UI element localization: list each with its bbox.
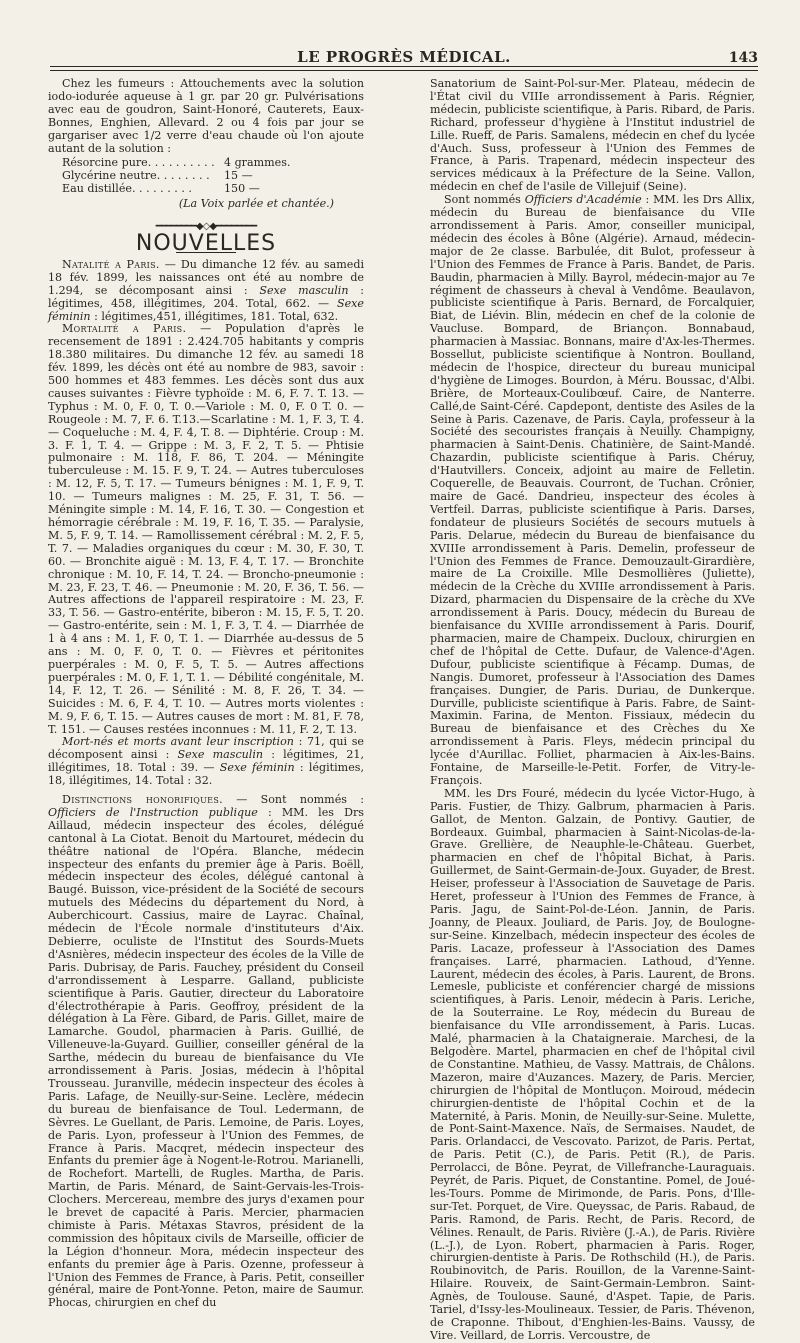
- text-run: : légitimes, 18, illégitimes, 14. Total : 32.: [48, 761, 364, 788]
- recipe-ingredient: Eau distillée. . . . . . . . .: [62, 182, 192, 196]
- distinctions-label: Distinctions honorifiques.: [62, 793, 223, 807]
- intro-paragraph: Chez les fumeurs : Attouchements avec la solution iodo-iodurée aqueuse à 1 gr. par 20 gr. Pulvérisations avec eau de goudron, Saint-Honoré, Cauterets, Eaux-Bonnes, Enghien, Allevard. 2 ou 4 fois par jour se gargariser avec 1/2 verre d'eau chaude où l'on ajoute autant de la solution :: [48, 77, 364, 155]
- text-run: Sont nommés: [444, 193, 525, 207]
- right-column: [430, 78, 755, 1343]
- text-run: : légitimes,451, illégitimes, 181. Total, 632.: [90, 309, 339, 323]
- text-run-italic: Mort-nés et morts avant leur inscription: [62, 735, 294, 749]
- text-run-italic: Sexe masculin: [177, 748, 264, 762]
- mortnes-paragraph: [48, 736, 364, 788]
- header-rule-thin: [50, 70, 758, 71]
- natalite-label: Natalité a Paris.: [62, 257, 160, 271]
- section-heading: NOUVELLES: [135, 230, 277, 256]
- source-citation: (La Voix parlée et chantée.): [178, 197, 334, 211]
- recipe-quantity: 150 —: [224, 182, 260, 196]
- text-run: — Population d'après le recensement de 1891 : 2.424.705 habitants y compris 18.380 militaires. Du dimanche 12 fév. au samedi 18 fév. 1899, les décès ont été au nombre de 983, savoir : 500 hommes et 483 femmes. Les décès sont dus aux causes suivantes : Fièvre typhoïde : M. 6, F. 7. T. 13. — Typhus : M. 0, F. 0, T. 0.—Variole : M. 0, F. 0 T. 0. —Rougeole : M. 7, F. 6. T.13.—Scarlatine : M. 1, F. 3, T. 4. — Coqueluche : M. 4, F. 4, T. 8. — Diphtérie. Croup : M. 3. F. 1, T. 4. — Grippe : M. 3, F. 2, T. 5. — Phtisie pulmonaire : M. 118, F. 86, T. 204. — Méningite tuberculeuse : M. 15. F. 9, T. 24. — Autres tuberculoses : M. 12, F. 5, T. 17. — Tumeurs bénignes : M. 1, F. 9, T. 10. — Tumeurs malignes : M. 25, F. 31, T. 56. —Méningite simple : M. 14, F. 16, T. 30. — Congestion et hémorragie cérébrale : M. 19, F. 16, T. 35. — Paralysie, M. 5, F. 9, T. 14. — Ramollissement cérébral : M. 2, F. 5, T. 7. — Maladies organiques du cœur : M. 30, F. 30, T. 60. — Bronchite aiguë : M. 13, F. 4, T. 17. — Bronchite chronique : M. 10, F. 14, T. 24. — Broncho-pneumonie : M. 23, F. 23, T. 46. — Pneumonie : M. 20, F. 36, T. 56. — Autres affections de l'appareil respiratoire : M. 23, F. 33, T. 56. — Gastro-entérite, biberon : M. 15, F. 5, T. 20. — Gastro-entérite, sein : M. 1, F. 3, T. 4. — Diarrhée de 1 à 4 ans : M. 1, F. 0, T. 1. — Diarrhée au-dessus de 5 ans : M. 0, F. 0, T. 0. — Fièvres et péritonites puerpérales : M. 0, F. 5, T. 5. — Autres affections puerpérales : M. 0, F. 1, T. 1. — Débilité congénitale, M. 14, F. 12, T. 26. — Sénilité : M. 8, F. 26, T. 34. — Suicides : M. 6, F. 4, T. 10. — Autres morts violentes : M. 9, F. 6, T. 15. — Autres causes de mort : M. 81, F. 78, T. 151. — Causes restées inconnues : M. 11, F. 2, T. 13.: [48, 322, 364, 736]
- text-run: : 71, qui se décomposent ainsi :: [48, 735, 364, 762]
- recipe: [62, 157, 364, 196]
- text-run-italic: Officiers d'Académie: [524, 193, 642, 207]
- text-run: : légitimes, 458, illégitimes, 204. Total, 662. —: [48, 283, 365, 310]
- distinctions-paragraph: [48, 794, 364, 1310]
- ornament-divider: ━━━━━━━━◆◇◆━━━━━━━━: [155, 221, 257, 233]
- text-run: : légitimes, 21, illégitimes, 18. Total : 39. —: [48, 748, 364, 775]
- officiers-academie-paragraph: [430, 194, 755, 788]
- text-run: — Du dimanche 12 fév. au samedi 18 fév. 1899, les naissances ont été au nombre de 1.294, se décomposant ainsi :: [48, 257, 365, 297]
- second-list-paragraph: MM. les Drs Fouré, médecin du lycée Victor-Hugo, à Paris. Fustier, de Thizy. Galbrum, pharmacien à Paris. Gallot, de Menton. Galzain, de Pontivy. Gautier, de Bordeaux. Guimbal, pharmacien à Saint-Nicolas-de-la-Grave. Grellière, de Neauphle-le-Château. Guerbet, pharmacien en chef de l'hôpital Bichat, à Paris. Guillermet, de Saint-Germain-de-Joux. Guyader, de Brest. Heiser, professeur à l'Association de Sauvetage de Paris. Heret, professeur à l'Union des Femmes de France, à Paris. Jagu, de Saint-Pol-de-Léon. Jannin, de Paris. Joanny, de Pleaux. Jouliard, de Paris. Joy, de Boulogne-sur-Seine. Kinzelbach, médecin inspecteur des écoles de Paris. Lacaze, professeur à l'Association des Dames françaises. Larré, pharmacien. Lathoud, d'Yenne. Laurent, médecin des écoles, à Paris. Laurent, de Brons. Lemesle, publiciste et conférencier chargé de missions scientifiques, à Paris. Lenoir, médecin à Paris. Leriche, de la Souterraine. Le Roy, médecin du Bureau de bienfaisance du VIIe arrondissement, à Paris. Lucas. Malé, pharmacien à la Chataigneraie. Marchesi, de la Belgodère. Martel, pharmacien en chef de l'hôpital civil de Constantine. Mathieu, de Vassy. Mattrais, de Châlons. Mazeron, maire d'Auzances. Mazery, de Paris. Mercier, chirurgien de l'hôpital de Montluçon. Moiroud, médecin chirurgien-dentiste de l'hôpital Cochin et de la Maternité, à Paris. Monin, de Neuilly-sur-Seine. Mulette, de Pont-Saint-Maxence. Naïs, de Sermaises. Naudet, de Paris. Orlandacci, de Vescovato. Parizot, de Paris. Pertat, de Paris. Petit (C.), de Paris. Petit (R.), de Paris. Perrolacci, de Bône. Peyrat, de Villefranche-Lauraguais. Peyrét, de Paris. Piquet, de Constantine. Pomel, de Joué-les-Tours. Pomme de Mirimonde, de Paris. Pons, d'Ille-sur-Tet. Porquet, de Vire. Queyssac, de Paris. Rabaud, de Paris. Ramond, de Paris. Recht, de Paris. Record, de Vélines. Renault, de Paris. Rivière (J.-A.), de Paris. Rivière (L.-J.), de Lyon. Robert, pharmacien à Paris. Roger, chirurgien-dentiste à Paris. De Rothschild (H.), de Paris. Roubinovitch, de Paris. Rouillon, de la Varenne-Saint-Hilaire. Rouveix, de Saint-Germain-Lembron. Saint-Agnès, de Toulouse. Sauné, d'Aspet. Tapie, de Paris. Tariel, d'Issy-les-Moulineaux. Tessier, de Paris. Thévenon, de Craponne. Thibout, d'Enghien-les-Bains. Vaussy, de Vire. Veillard, de Lorris. Vercoustre, de: [430, 786, 755, 1342]
- text-run-italic: Sexe féminin: [48, 296, 364, 323]
- text-run: : MM. les Drs Aillaud, médecin inspecteur des écoles, délégué cantonal à La Ciotat. Benoit du Martouret, médecin du théâtre national de l'Opéra. Blanche, médecin inspecteur des enfants du premier âge à Paris. Boëll, médecin inspecteur des écoles, délégué cantonal à Baugé. Buisson, vice-président de la Société de secours mutuels des Médecins du département du Nord, à Auberchicourt. Cassius, maire de Layrac. Chaînal, médecin de l'École normale d'instituteurs d'Aix. Debierre, oculiste de l'Institut des Sourds-Muets d'Asnières, médecin inspecteur des écoles de la Ville de Paris. Dubrisay, de Paris. Fauchey, président du Conseil d'arrondissement à Lesparre. Galland, publiciste scientifique à Paris. Gautier, directeur du Laboratoire d'électrothérapie à Paris. Geoffroy, président de la délégation à La Fère. Gibard, de Paris. Gillet, maire de Lamarche. Goudol, pharmacien à Paris. Guillié, de Villeneuve-la-Guyard. Guillier, conseiller général de la Sarthe, médecin du bureau de bienfaisance du VIe arrondissement à Paris. Josias, médecin à l'hôpital Trousseau. Juranville, médecin inspecteur des écoles à Paris. Lafage, de Neuilly-sur-Seine. Leclère, médecin du bureau de bienfaisance de Toul. Ledermann, de Sèvres. Le Guellant, de Paris. Lemoine, de Paris. Loyes, de Paris. Lyon, professeur à l'Union des Femmes, de France à Paris. Macqret, médecin inspecteur des Enfants du premier âge à Nogent-le-Rotrou. Marianelli, de Rochefort. Martelli, de Rugles. Martha, de Paris. Martin, de Paris. Ménard, de Saint-Gervais-les-Trois-Clochers. Mercereau, membre des jurys d'examen pour le brevet de capacité à Paris. Mercier, pharmacien chimiste à Paris. Métaxas Stavros, président de la commission des hôpitaux civils de Marseille, officier de la Légion d'honneur. Mora, médecin inspecteur des enfants du premier âge à Paris. Ozenne, professeur à l'Union des Femmes de France, à Paris. Petit, conseiller général, maire de Pont-Yonne. Peton, maire de Saumur. Phocas, chirurgien en chef du: [48, 805, 364, 1310]
- continuation-paragraph: Sanatorium de Saint-Pol-sur-Mer. Plateau, médecin de l'État civil du VIIIe arrondissement à Paris. Régnier, médecin, publiciste scientifique, à Paris. Ribard, de Paris. Richard, professeur d'hygiène à l'Institut industriel de Lille. Rueff, de Paris. Samalens, médecin en chef du lycée d'Auch. Suss, professeur à l'Union des Femmes de France, à Paris. Trapenard, médecin inspecteur des services médicaux à la Préfecture de la Seine. Vallon, médecin en chef de l'asile de Villejuif (Seine).: [430, 77, 755, 194]
- header-rule: [50, 66, 758, 67]
- text-run-italic: Officiers de l'Instruction publique: [48, 805, 258, 819]
- recipe-row: [62, 183, 364, 196]
- mortalite-paragraph: [48, 323, 364, 736]
- recipe-quantity: 4 grammes.: [224, 156, 291, 170]
- recipe-quantity: 15 —: [224, 169, 253, 183]
- text-run-italic: Sexe masculin: [259, 283, 349, 297]
- text-run: — Sont nommés :: [222, 793, 364, 807]
- mortalite-label: Mortalité a Paris.: [62, 322, 187, 336]
- page-number: 143: [728, 50, 758, 66]
- running-title: LE PROGRÈS MÉDICAL.: [297, 48, 511, 66]
- text-run: : MM. les Drs Allix, médecin du Bureau de bienfaisance du VIIe arrondissement à Paris. Amor, conseiller municipal, médecin des écoles à Bône (Algérie). Arnaud, médecin-major de 2e classe. Barbulée, dit Bulot, professeur à l'Union des Femmes de France à Paris. Bandet, de Paris. Baudin, pharmacien à Milly. Bayrol, médecin-major au 7e régiment de chasseurs à cheval à Vendôme. Beaulavon, publiciste scientifique à Paris. Bernard, de Forcalquier, Biat, de Liévin. Blin, médecin en chef de la colonie de Vaucluse. Bompard, de Briançon. Bonnabaud, pharmacien à Massiac. Bonnans, maire d'Ax-les-Thermes. Bossellut, publiciste scientifique à Nontron. Boulland, médecin de l'hospice, directeur du bureau municipal d'hygiène de Limoges. Bourdon, à Méru. Boussac, d'Albi. Brière, de Morteaux-Coulibœuf. Caire, de Nanterre. Callé,de Saint-Céré. Capdepont, dentiste des Asiles de la Seine à Paris. Cazenave, de Paris. Cayla, professeur à la Société des secouristes français à Neuilly. Champigny, pharmacien à Saint-Denis. Chatinière, de Saint-Mandé. Chazardin, publiciste scientifique à Paris. Chéruy, d'Hautvillers. Conceix, adjoint au maire de Felletin. Coquerelle, de Beauvais. Courront, de Tuchan. Crônier, maire de Gacé. Dandrieu, inspecteur des écoles à Vertfeil. Darras, publiciste scientifique à Paris. Darses, fondateur de plusieurs Sociétés de secours mutuels à Paris. Delarue, médecin du Bureau de bienfaisance du XVIIIe arrondissement à Paris. Demelin, professeur de l'Union des Femmes de France. Demouzault-Girardière, maire de La Croixille. Mlle Desmollières (Juliette), médecin de la Crèche du XVIIIe arrondissement à Paris. Dizard, pharmacien du Dispensaire de la crèche du XVe arrondissement à Paris. Doucy, médecin du Bureau de bienfaisance du XVIIIe arrondissement à Paris. Dourif, pharmacien, maire de Champeix. Ducloux, chirurgien en chef de l'hôpital de Cette. Dufaur, de Valence-d'Agen. Dufour, publiciste scientifique à Fécamp. Dumas, de Nangis. Dumoret, professeur à l'Association des Dames françaises. Dungier, de Paris. Duriau, de Dunkerque. Durville, publiciste scientifique à Paris. Fabre, de Saint-Maximin. Farina, de Menton. Fissiaux, médecin du Bureau de bienfaisance et des Crèches du Xe arrondissement à Paris. Fleys, médecin principal du lycée d'Aurillac. Folliet, pharmacien à Aix-les-Bains. Fontaine, de Marseille-le-Petit. Forfer, de Vitry-le-François.: [430, 193, 755, 787]
- text-run-italic: Sexe féminin: [219, 761, 295, 775]
- recipe-ingredient: Résorcine pure. . . . . . . . . .: [62, 156, 215, 170]
- page-header: [50, 44, 758, 66]
- natalite-paragraph: [48, 259, 364, 324]
- left-column: [48, 78, 364, 1310]
- recipe-ingredient: Glycérine neutre. . . . . . . .: [62, 169, 210, 183]
